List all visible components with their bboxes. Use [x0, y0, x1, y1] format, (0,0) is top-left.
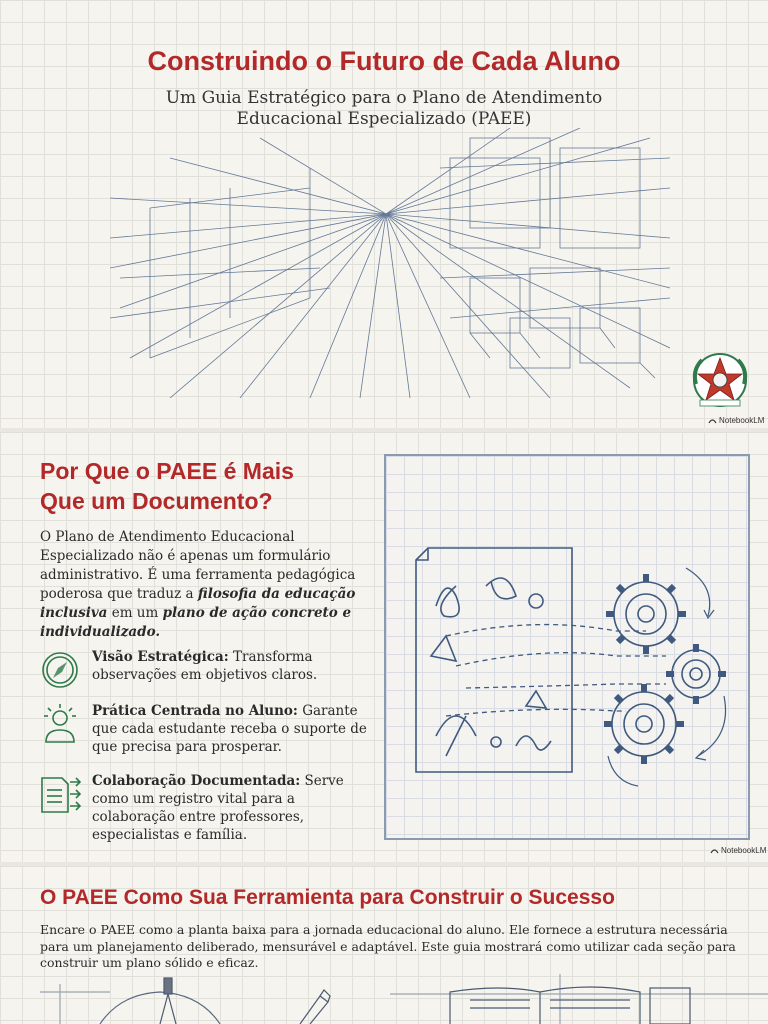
notebooklm-watermark: NotebookLM	[710, 846, 766, 855]
page-subtitle	[0, 88, 768, 130]
state-coat-of-arms-icon	[686, 350, 754, 412]
paee-tool-slide	[0, 866, 768, 1024]
notebooklm-logo-icon	[710, 847, 719, 854]
list-item: Colaboração Documentada: Serve como um registro vital para a colaboração entre professores, especialistas e família.	[40, 772, 380, 832]
emphasis-phrase: plano de ação concreto e individualizado.	[40, 605, 352, 640]
notebooklm-logo-icon	[708, 417, 717, 424]
document-to-gears-illustration	[384, 454, 750, 840]
subtitle-line-2: Educacional Especializado (PAEE)	[236, 109, 532, 129]
perspective-blueprint-illustration	[110, 128, 670, 398]
connector-lines	[446, 625, 666, 716]
list-item: Prática Centrada no Aluno: Garante que cada estudante receba o suporte de que precisa para prosperar.	[40, 702, 380, 762]
subtitle-line-1: Um Guia Estratégico para o Plano de Atendimento	[165, 88, 603, 108]
section-paragraph: Encare o PAEE como a planta baixa para a jornada educacional do aluno. Ele fornece a estrutura necessária para um planejamento deliberado, mensurável e adaptável. Este guia mostrará como utilizar cada seção para construir um plano sólido e eficaz.	[40, 922, 736, 970]
title-slide	[0, 0, 768, 428]
list-item: Visão Estratégica: Transforma observações em objetivos claros.	[40, 648, 380, 708]
open-blueprint-book-icon	[450, 987, 690, 1024]
emphasis-phrase: filosofia da educação inclusiva	[40, 586, 356, 621]
compass-tool-icon	[160, 978, 176, 1024]
compass-icon	[40, 648, 84, 692]
gear-icon	[666, 644, 726, 704]
pencil-icon	[300, 990, 330, 1024]
left-room-sketch	[110, 168, 330, 358]
perspective-rays	[110, 128, 670, 398]
section-title: Por Que o PAEE é Mais Que um Documento?	[40, 458, 294, 514]
sketched-document	[416, 548, 572, 772]
blueprint-tools-illustration	[0, 974, 768, 1024]
gear-icon	[604, 684, 684, 764]
page-title: Construindo o Futuro de Cada Aluno	[147, 46, 621, 76]
notebooklm-watermark: NotebookLM	[708, 416, 764, 425]
document-arrows-icon	[40, 772, 84, 816]
section-title: O PAEE Como Sua Ferramienta para Construir o Sucesso	[40, 886, 615, 909]
why-paee-slide	[0, 432, 768, 862]
student-lightbulb-icon	[40, 702, 84, 746]
intro-paragraph: O Plano de Atendimento Educacional Especializado não é apenas um formulário administrativo. É uma ferramenta pedagógica poderosa que traduz a filosofia da educação inclusiva em um plano de ação concreto e individualizado.	[40, 529, 356, 640]
gear-icon	[606, 574, 686, 654]
